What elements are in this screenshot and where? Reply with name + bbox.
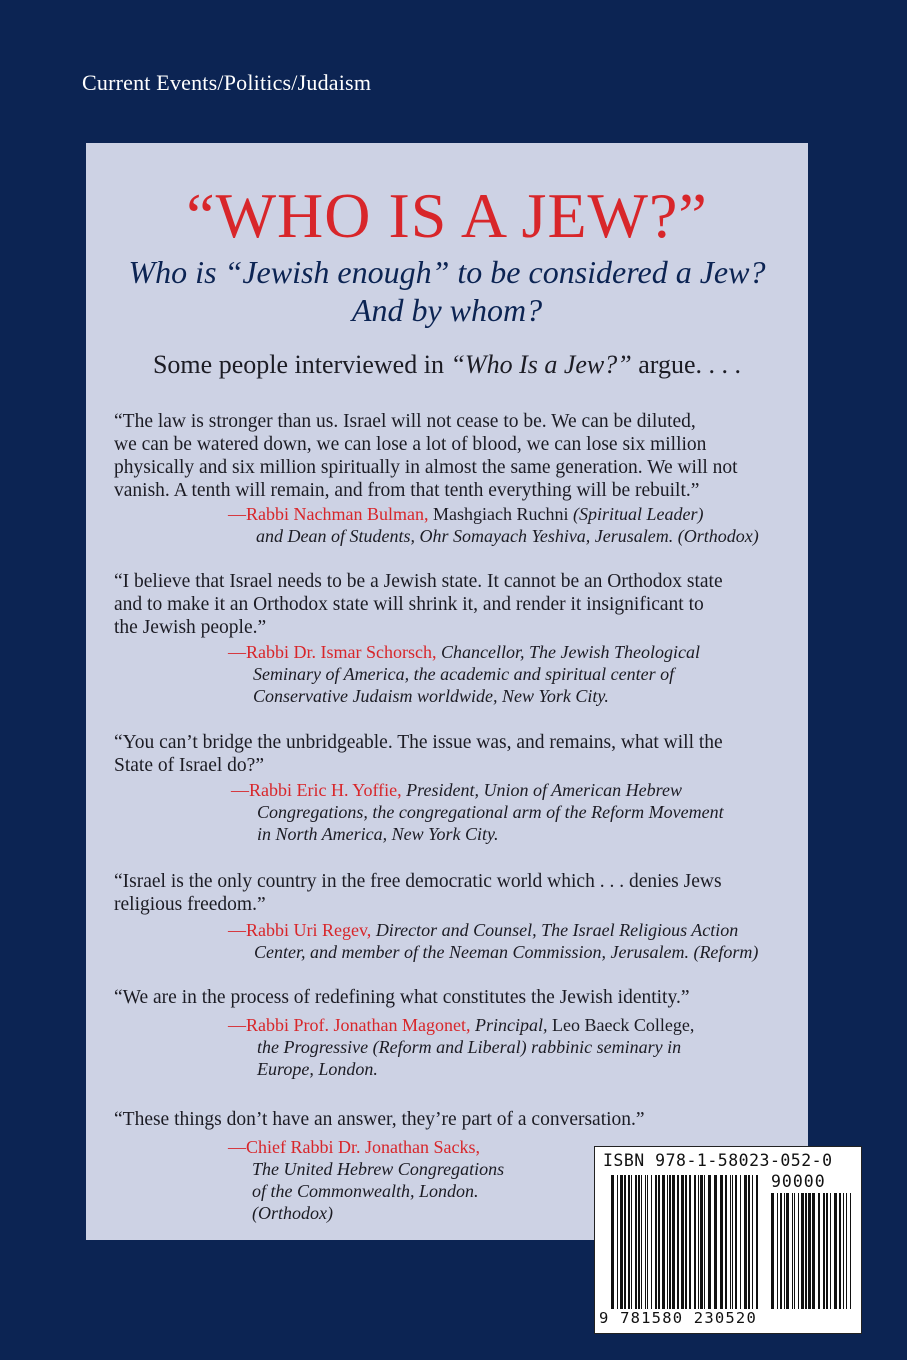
speaker-name: —Rabbi Dr. Ismar Schorsch,	[228, 642, 437, 662]
isbn-barcode	[594, 1146, 862, 1334]
subheading	[86, 253, 808, 329]
attribution-text: Chancellor, The Jewish Theological	[436, 642, 700, 662]
attribution-2	[228, 641, 700, 707]
attribution-text: Mashgiach Ruchni	[428, 504, 573, 524]
attribution-3	[231, 779, 724, 845]
attribution-line	[228, 641, 700, 663]
attribution-4	[228, 919, 758, 963]
price-code: 90000	[771, 1172, 826, 1191]
quote-3	[114, 731, 784, 777]
attribution-line: Europe, London.	[257, 1059, 378, 1079]
intro-title: “Who Is a Jew?”	[450, 350, 632, 379]
speaker-name: —Rabbi Nachman Bulman,	[228, 504, 429, 524]
attribution-line	[228, 503, 759, 525]
attribution-line	[228, 919, 758, 941]
attribution-1	[228, 503, 759, 547]
ean-number: 9 781580 230520	[599, 1309, 757, 1327]
quote-line: “I believe that Israel needs to be a Jewish state. It cannot be an Orthodox state	[114, 571, 723, 592]
quote-line: “These things don’t have an answer, they’re part of a conversation.”	[114, 1109, 645, 1130]
attribution-line	[231, 779, 724, 801]
addon-barcode-bars	[771, 1193, 851, 1309]
attribution-line: the Progressive (Reform and Liberal) rabbinic seminary in	[257, 1037, 682, 1057]
attribution-line: Seminary of America, the academic and spiritual center of	[253, 664, 675, 684]
quote-panel	[86, 143, 808, 1240]
quote-line: “The law is stronger than us. Israel will not cease to be. We can be diluted,	[114, 411, 696, 432]
attribution-text: (Spiritual Leader)	[572, 504, 704, 524]
attribution-line: The United Hebrew Congregations	[252, 1159, 505, 1179]
attribution-text: President, Union of American Hebrew	[401, 780, 682, 800]
attribution-line: Conservative Judaism worldwide, New York City.	[253, 686, 609, 706]
speaker-name: —Rabbi Uri Regev,	[228, 920, 372, 940]
quote-6	[114, 1108, 784, 1131]
attribution-text: Leo Baeck College,	[547, 1015, 695, 1035]
intro-before: Some people interviewed in	[152, 350, 451, 379]
speaker-name: —Chief Rabbi Dr. Jonathan Sacks,	[228, 1137, 480, 1157]
quote-line: vanish. A tenth will remain, and from that tenth everything will be rebuilt.”	[114, 480, 700, 501]
attribution-line: (Orthodox)	[252, 1203, 333, 1223]
quote-line: the Jewish people.”	[114, 617, 267, 638]
speaker-name: —Rabbi Prof. Jonathan Magonet,	[228, 1015, 471, 1035]
attribution-line: Congregations, the congregational arm of the Reform Movement	[257, 802, 724, 822]
category-label: Current Events/Politics/Judaism	[82, 70, 372, 95]
attribution-line: in North America, New York City.	[257, 824, 499, 844]
quote-line: “You can’t bridge the unbridgeable. The issue was, and remains, what will the	[114, 732, 723, 753]
quote-1	[114, 410, 784, 502]
attribution-line	[228, 1136, 504, 1158]
quote-5	[114, 986, 784, 1009]
attribution-line: and Dean of Students, Ohr Somayach Yeshiva, Jerusalem. (Orthodox)	[256, 526, 759, 546]
attribution-line: of the Commonwealth, London.	[252, 1181, 479, 1201]
quote-line: “We are in the process of redefining what constitutes the Jewish identity.”	[114, 987, 690, 1008]
ean-barcode-bars	[611, 1175, 761, 1309]
quote-line: and to make it an Orthodox state will shrink it, and render it insignificant to	[114, 594, 704, 615]
quote-4	[114, 870, 784, 916]
isbn-text: ISBN 978-1-58023-052-0	[603, 1151, 833, 1170]
attribution-5	[228, 1014, 694, 1080]
quote-2	[114, 570, 784, 639]
quote-line: we can be watered down, we can lose a lot of blood, we can lose six million	[114, 434, 707, 455]
attribution-line	[228, 1014, 694, 1036]
quote-line: religious freedom.”	[114, 894, 266, 915]
headline: “WHO IS A JEW?”	[186, 180, 708, 251]
quote-line: “Israel is the only country in the free democratic world which . . . denies Jews	[114, 871, 722, 892]
attribution-6	[228, 1136, 504, 1224]
quote-line: physically and six million spiritually in almost the same generation. We will not	[114, 457, 738, 478]
subhead-line-1: Who is “Jewish enough” to be considered a Jew?	[128, 254, 766, 290]
speaker-name: —Rabbi Eric H. Yoffie,	[231, 780, 402, 800]
intro-after: argue. . . .	[631, 350, 742, 379]
attribution-text: Principal,	[470, 1015, 548, 1035]
attribution-line: Center, and member of the Neeman Commission, Jerusalem. (Reform)	[254, 942, 759, 962]
subhead-line-2: And by whom?	[351, 292, 543, 328]
intro-line	[86, 350, 808, 380]
attribution-text: Director and Counsel, The Israel Religious Action	[371, 920, 739, 940]
quote-line: State of Israel do?”	[114, 755, 264, 776]
